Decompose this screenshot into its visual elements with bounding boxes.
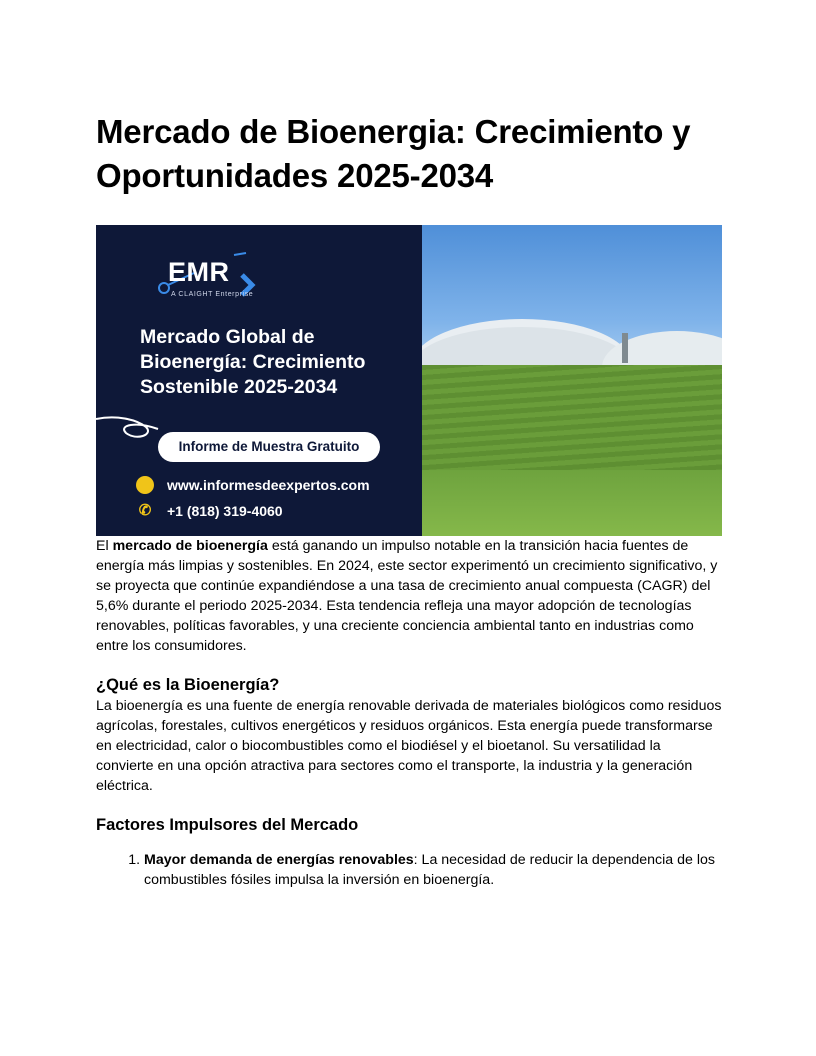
what-paragraph: La bioenergía es una fuente de energía renovable derivada de materiales biológicos como residuos agrícolas, forestales, cultivos energéticos y residuos orgánicos. Esta energía puede transformarse en electricidad, calor o biocombustibles como el biodiésel y el bioetanol. Su versatilidad la convierte en una opción atractiva para sectores como el transporte, la industria y la generación eléctrica. (96, 698, 722, 794)
phone-icon: ✆ (138, 502, 152, 519)
intro-paragraph (96, 536, 722, 656)
sample-report-button[interactable]: Informe de Muestra Gratuito (158, 432, 380, 462)
logo-subtitle: A CLAIGHT Enterprise (171, 291, 254, 298)
section-heading-what: ¿Qué es la Bioenergía? (96, 676, 280, 694)
banner-panel (96, 225, 422, 536)
hero-banner (96, 225, 722, 536)
page-title: Mercado de Bioenergia: Crecimiento y Oportunidades 2025-2034 (96, 113, 691, 194)
biogas-photo (422, 225, 722, 536)
intro-text: está ganando un impulso notable en la transición hacia fuentes de energía más limpias y sostenibles. En 2024, este sector experimentó un crecimiento significativo, y se proyecta que continúe expandiéndose a una tasa de crecimiento anual compuesta (CAGR) del 5,6% durante el periodo 2025-2034. Esta tendencia refleja una mayor adopción de tecnologías renovables, políticas favorables, y una creciente conciencia ambiental tanto en industrias como entre los consumidores. (96, 538, 718, 654)
banner-headline: Mercado Global de Bioenergía: Crecimiento Sostenible 2025-2034 (140, 326, 366, 398)
section-heading-factors: Factores Impulsores del Mercado (96, 816, 359, 834)
website-row[interactable] (136, 476, 370, 494)
field-foreground (422, 470, 722, 536)
document-page (96, 110, 722, 890)
phone-number[interactable]: +1 (818) 319-4060 (167, 503, 283, 519)
globe-icon (136, 476, 154, 494)
swoosh-arrow-icon (96, 413, 166, 445)
list-item (144, 850, 722, 890)
intro-bold: mercado de bioenergía (112, 538, 268, 554)
website-link[interactable]: www.informesdeexpertos.com (167, 477, 370, 493)
list-item-text: : La necesidad de reducir la dependencia de los combustibles fósiles impulsa la inversión en bioenergía. (144, 852, 715, 888)
phone-row[interactable] (136, 502, 283, 520)
factors-list (96, 850, 722, 890)
logo-text: EMR (168, 257, 230, 287)
intro-prefix: El (96, 538, 113, 554)
list-item-title: Mayor demanda de energías renovables (144, 852, 414, 868)
